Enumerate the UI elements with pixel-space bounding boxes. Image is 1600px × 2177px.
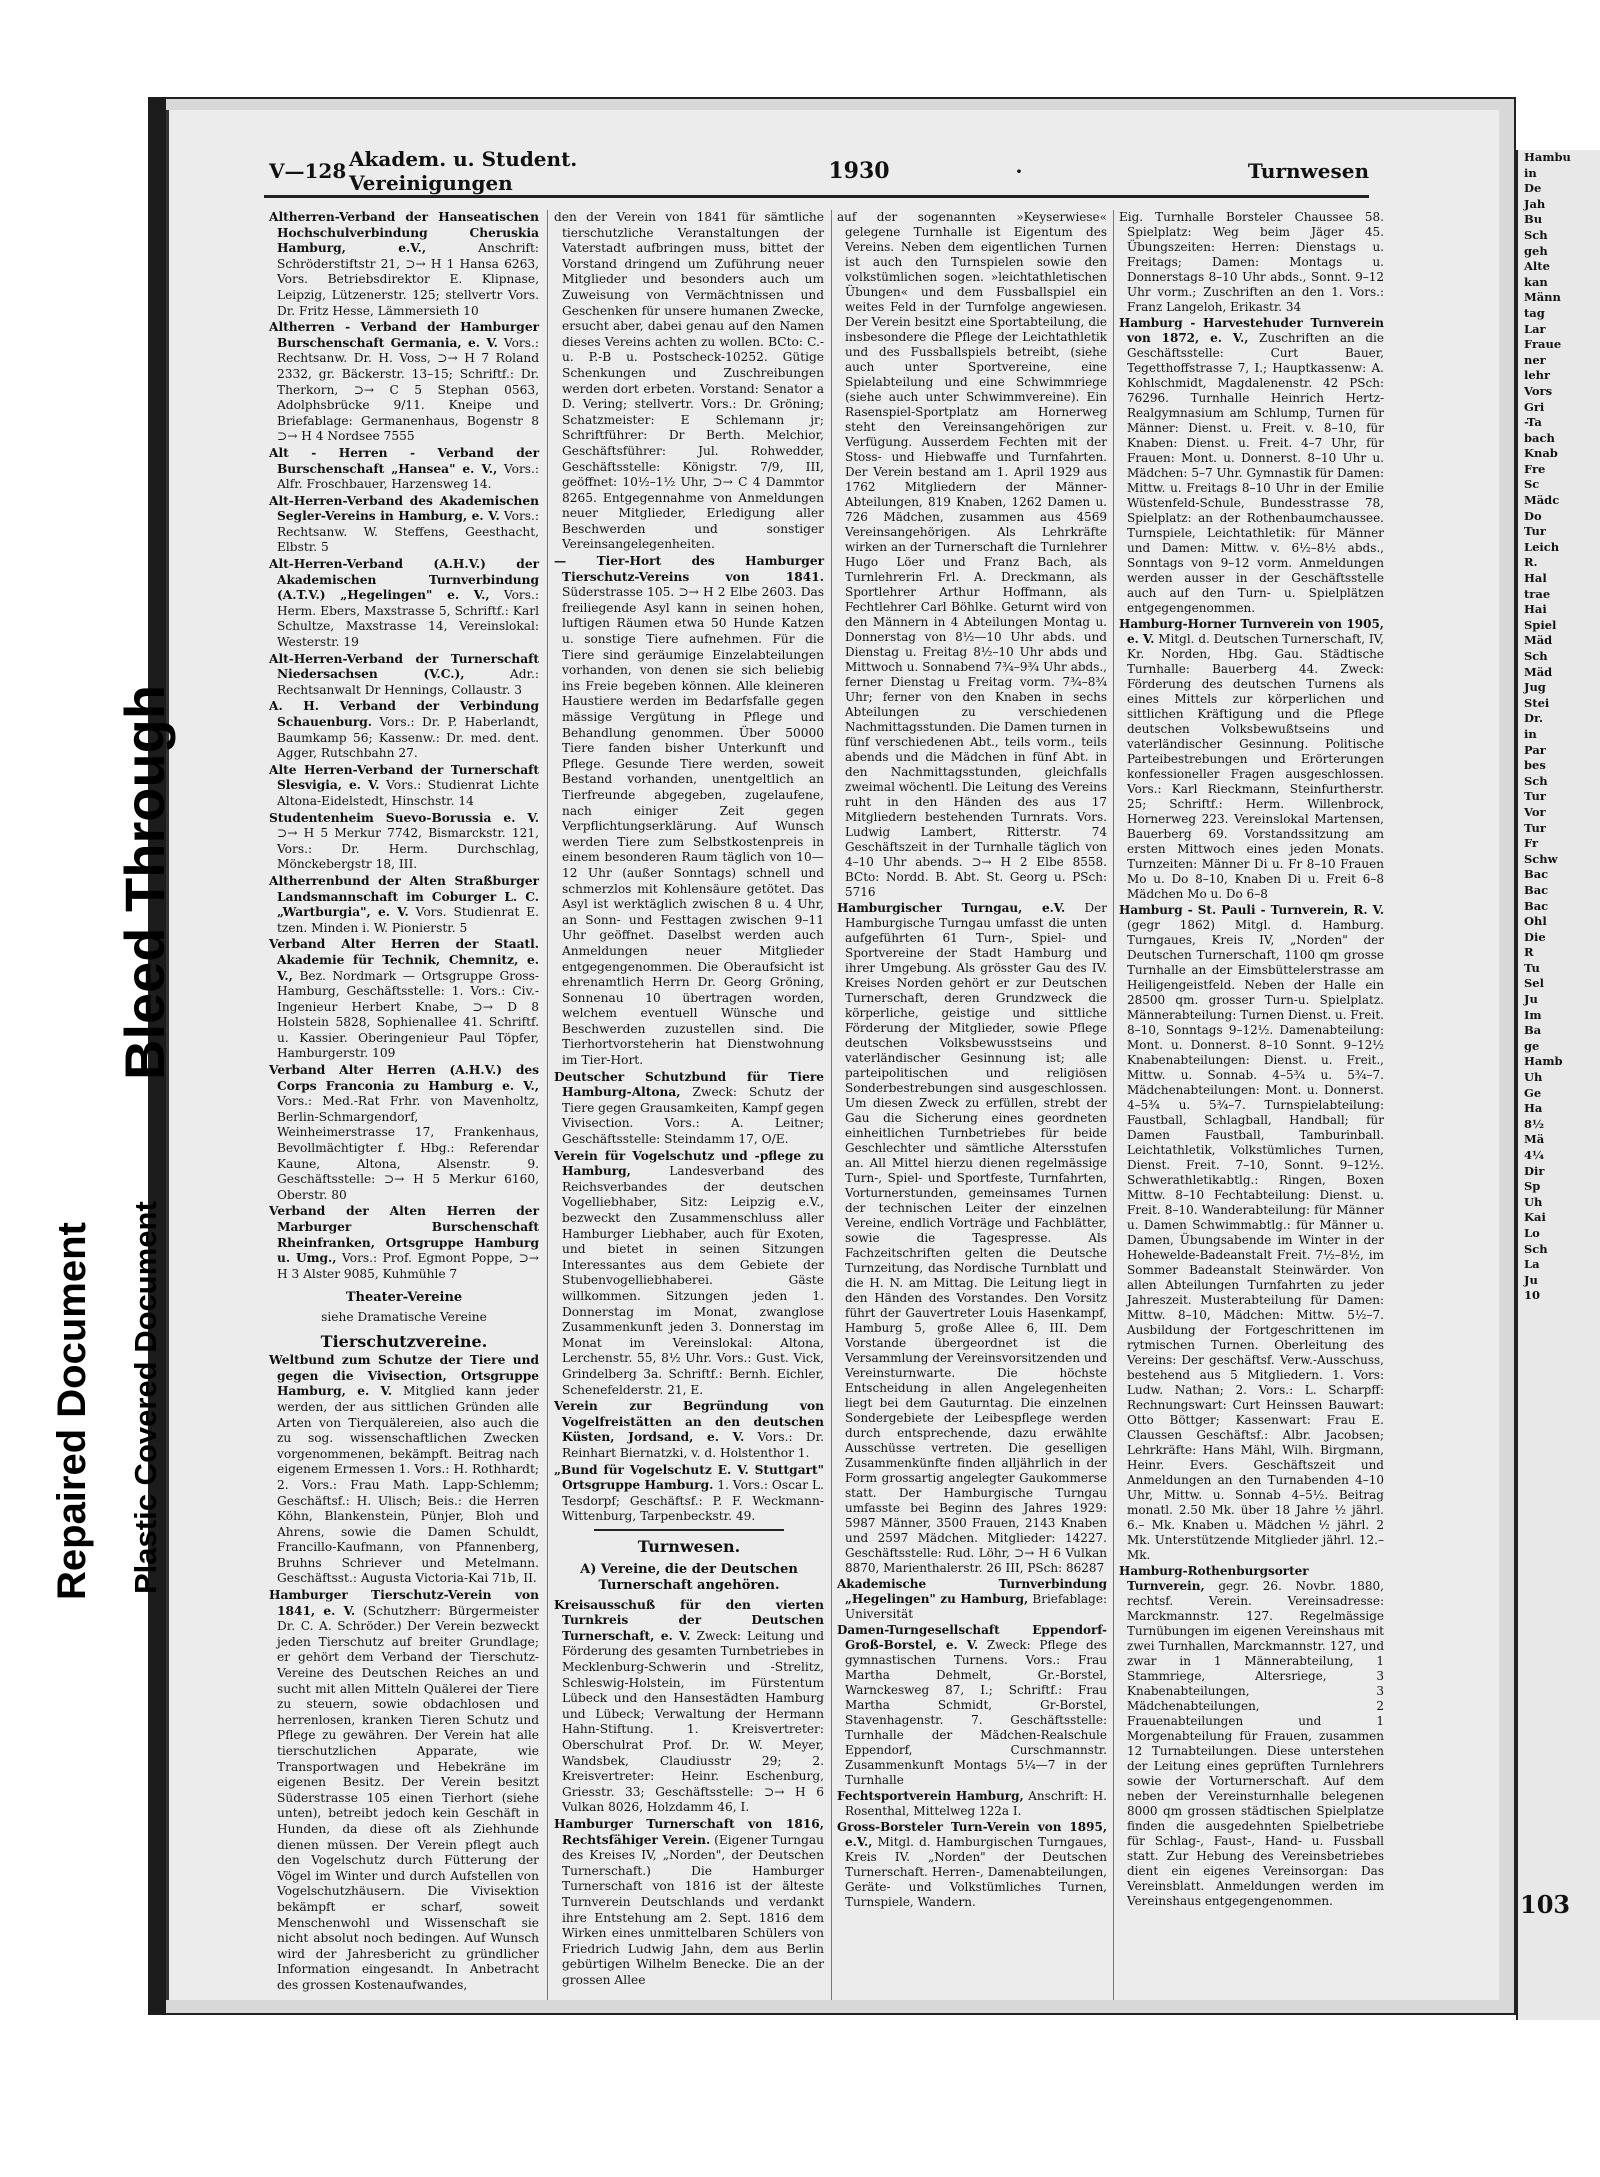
facing-page-fragment: Knab bbox=[1524, 446, 1558, 461]
directory-entry bbox=[269, 937, 539, 1062]
facing-page-fragment: Ge bbox=[1524, 1085, 1542, 1100]
entry-text: Landesverband des Reichsverbandes der deutschen Vogelliebhaber, Sitz: Leipzig e.V., bezweckt den Zusammenschluss aller Hamburger Liebhaber, auch für Exoten, und bietet in seinen Sitzungen Interessantes aus dem Gebiete der Stubenvogelliebhaberei. Gäste willkommen. Sitzungen jeden 1. Donnerstag im Monat, zwanglose Zusammenkunft jeden 3. Donnerstag im Monat im Vereinslokal: Altona, Lerchenstr. 55, 8½ Uhr. Vors.: Gust. Vick, Grindelberg 3a. Schriftf.: Bernh. Eichler, Schenefelderstr. 21, E. bbox=[562, 1164, 824, 1397]
facing-page-fragment: Schw bbox=[1524, 851, 1558, 866]
facing-page-fragment: Tur bbox=[1524, 524, 1546, 539]
entry-text: Zweck: Leitung und Förderung des gesamten Turnbetriebes in Mecklenburg-Schwerin und -Strelitz, Schleswig-Holstein, im Fürstentum Lübeck und den Hansestädten Hamburg und Lübeck; Verwaltung der Hermann Hahn-Stiftung. 1. Kreisvertreter: Oberschulrat Prof. Dr. W. Meyer, Wandsbek, Claudiusstr 29; 2. Kreisvertreter: Heinr. Eschenburg, Griesstr. 33; Geschäftsstelle: ⊃→ H 6 Vulkan 8026, Holzdamm 46, I. bbox=[562, 1628, 825, 1815]
directory-entry bbox=[554, 1463, 824, 1525]
column-divider bbox=[831, 210, 832, 2000]
facing-page-fragment: Mäd bbox=[1524, 633, 1553, 648]
entry-text: Anschrift: H. Rosenthal, Mittelweg 122a I. bbox=[845, 1789, 1107, 1818]
entry-text: Zuschriften an die Geschäftsstelle: Curt Bauer, Tegetthoffstrasse 7, I.; Hauptkassenw: A. Kohlschmidt, Magdalenenstr. 42 PSch: 76296. Turnhalle Heinrich Hertz-Realgymnasium am Schlump, Turnen für Männer: Dienst. u. Freit. v. 8–10, für Knaben: Dienst. u. Freit. 4–7 Uhr, für Frauen: Mont. u. Donnerst. 8–10 Uhr u. Mädchen: 5–7 Uhr. Gymnastik für Damen: Mittw. u. Freitags 8–10 Uhr in der Emilie Wüstenfeld-Schule, Bundesstrasse 78, Spielplatz: an der Rothenbaumchaussee. Turnspiele, Leichtathletik: für Männer und Damen: Mittw. v. 6½–8½ abds., Sonntags von 9–12 vorm. Anmeldungen werden ausser in der Geschäftsstelle auch auf den Turn- u. Spielplätzen entgegengenommen. bbox=[1127, 331, 1384, 615]
entry-title: Verein für Vogelschutz und -pflege zu Hamburg, bbox=[554, 1148, 824, 1179]
directory-entry bbox=[269, 1063, 539, 1203]
section-heading-theater: Theater-Vereine bbox=[345, 1290, 463, 1306]
entry-title: Deutscher Schutzbund für Tiere Hamburg-Altona, bbox=[554, 1069, 824, 1100]
directory-entry bbox=[269, 763, 539, 810]
entry-title: Fechtsportverein Hamburg, bbox=[837, 1789, 1024, 1803]
facing-page-fragment: Sch bbox=[1524, 1241, 1548, 1256]
facing-page-fragment: Vors bbox=[1524, 383, 1553, 398]
facing-page-fragment: Fraue bbox=[1524, 337, 1562, 352]
facing-page-fragment: Stei bbox=[1524, 695, 1550, 710]
facing-page-fragment: Hamb bbox=[1524, 1054, 1563, 1069]
entry-title: Hamburg - Harvestehuder Turnverein von 1872, e. V., bbox=[1119, 316, 1384, 345]
facing-page-fragment: Jah bbox=[1524, 196, 1546, 211]
facing-page-fragment: Ju bbox=[1524, 1272, 1538, 1287]
directory-entry bbox=[269, 652, 539, 699]
entry-title: Hamburg - St. Pauli - Turnverein, R. V. bbox=[1119, 903, 1384, 917]
cross-reference-note: siehe Dramatische Vereine bbox=[321, 1309, 487, 1324]
directory-entry bbox=[1119, 903, 1384, 1563]
entry-text: gegr. 26. Novbr. 1880, rechtsf. Verein. Vereinsadresse: Marckmannstr. 127. Regelmässige Turnübungen im eigenen Vereinshaus mit zwei Turnhallen, Marckmannstr. 127, und zwar in 1 Männerabteilung, 1 Stammriege, Altersriege, 3 Knabenabteilungen, 3 Mädchenabteilungen, 2 Frauenabteilungen und 1 Morgenabteilung für Frauen, zusammen 12 Turnabteilungen. Diese unterstehen der Leitung eines geprüften Turnlehrers sowie der Vorturnerschaft. Auf dem neben der Vereinsturnhalle belegenen 8000 qm grossen städtischen Spielplatze finden die ausgedehnten Spielbetriebe für Schlag-, Faust-, Hand- u. Fussball statt. Zur Hebung des Vereinsbetriebes dient ein eigenes Vereinsorgan: Das Vereinsblatt. Anmeldungen werden im Vereinshaus entgegengenommen. bbox=[1127, 1579, 1384, 1908]
entry-title: Altherren - Verband der Hamburger Burschenschaft Germania, e. V. bbox=[269, 320, 539, 350]
entry-title: Verein zur Begründung von Vogelfreistätten an den deutschen Küsten, Jordsand, e. V. bbox=[554, 1399, 824, 1445]
directory-entry bbox=[269, 210, 539, 319]
facing-page-fragment: Dr. bbox=[1524, 711, 1543, 726]
facing-page-fragment: Ju bbox=[1524, 992, 1538, 1007]
facing-page-fragment: Ba bbox=[1524, 1023, 1542, 1038]
facing-page-fragment: 4¼ bbox=[1524, 1148, 1544, 1162]
entry-text: ⊃→ H 5 Merkur 7742, Bismarckstr. 121, Vors.: Dr. Herm. Durchschlag, Mönckebergstr 18, III. bbox=[277, 826, 539, 872]
directory-entry bbox=[269, 874, 539, 936]
directory-entry bbox=[837, 210, 1107, 900]
facing-page-fragment: Hambu bbox=[1524, 150, 1571, 164]
directory-entry bbox=[269, 811, 539, 873]
facing-page-fragment: Uh bbox=[1524, 1070, 1543, 1085]
facing-page-fragment: Vor bbox=[1524, 804, 1546, 819]
directory-entry bbox=[554, 1149, 824, 1399]
column-2 bbox=[554, 210, 824, 1990]
entry-text: (Schutzherr: Bürgermeister Dr. C. A. Schröder.) Der Verein bezweckt jeden Tierschutz auf breiter Grundlage; er gehört dem Verband der Tierschutz-Vereine des Deutschen Reiches an und sucht mit allen Mitteln Quälerei der Tiere zu steuern, sowie obdachlosen und herrenlosen, kranken Tieren Schutz und Pflege zu gewähren. Der Verein hat alle tierschutzlichen Apparate, wie Transportwagen und Hebekräne im eigenen Besitz. Der Verein besitzt Süderstrasse 105 einen Tierhort (siehe unten), betreibt jedoch kein Geschäft in Hunden, da diese oft als Ziehhunde dienen müssen. Der Verein pflegt auch den Vogelschutz durch Fütterung der Vögel im Winter und durch Aufstellen von Vogelschutzhäusern. Die Vivisektion bekämpft er scharf, soweit Menschenwohl und Wissenschaft sie nicht absolut noch bedingen. Auf Wunsch wird der Jahresbericht zu gründlicher Information eingesandt. In Anbetracht des grossen Kostenaufwandes, bbox=[277, 1603, 539, 1992]
facing-page-fragment: Bu bbox=[1524, 212, 1543, 227]
facing-page-fragment: Do bbox=[1524, 508, 1542, 523]
section-subheading: A) Vereine, die der Deutschen Turnerschaft angehören. bbox=[580, 1562, 798, 1594]
facing-page-fragment: ner bbox=[1524, 352, 1546, 367]
entry-title: Verband der Alten Herren der Marburger Burschenschaft Rheinfranken, Ortsgruppe Hamburg u. Umg., bbox=[269, 1204, 539, 1266]
entry-text: Briefablage: Universität bbox=[845, 1592, 1107, 1621]
facing-page-fragment: Hai bbox=[1524, 602, 1547, 617]
entry-text: Vors. Studienrat E. tzen. Minden i. W. Pionierstr. 5 bbox=[277, 905, 540, 935]
directory-entry bbox=[837, 1789, 1107, 1819]
entry-text: Vors.: Dr. Reinhart Biernatzki, v. d. Holstenthor 1. bbox=[562, 1430, 824, 1460]
facing-page-fragment: Die bbox=[1524, 929, 1546, 944]
facing-page-fragment: Gri bbox=[1524, 399, 1545, 414]
entry-title: Alt-Herren-Verband der Turnerschaft Niedersachsen (V.C.), bbox=[269, 651, 539, 682]
facing-page-fragment: Tur bbox=[1524, 789, 1546, 804]
facing-page-fragment: Leich bbox=[1524, 539, 1560, 554]
facing-page-fragment: Hal bbox=[1524, 571, 1547, 586]
facing-page-fragment: Sch bbox=[1524, 649, 1548, 663]
directory-entry bbox=[269, 557, 539, 651]
page-number: 103 bbox=[1520, 1890, 1571, 1919]
year: 1930 bbox=[828, 158, 890, 184]
facing-page-fragment: Sp bbox=[1524, 1179, 1541, 1194]
entry-text: (Eigener Turngau des Kreises IV, „Norden", der Deutschen Turnerschaft.) Die Hamburger Turnerschaft von 1816 ist der älteste Turnverein Deutschlands und verdankt ihre Entstehung am 2. Sept. 1816 dem Wirken eines unmittelbaren Schülers von Friedrich Ludwig Jahn, dem aus Berlin gebürtigen Wilhelm Benecke. Die an der grossen Allee bbox=[562, 1832, 825, 1987]
facing-page-fragment: Dir bbox=[1524, 1163, 1545, 1178]
facing-page-fragment: Alte bbox=[1524, 259, 1550, 274]
column-3 bbox=[837, 210, 1107, 1911]
section-rule bbox=[594, 1529, 784, 1531]
facing-page-fragment: 8½ bbox=[1524, 1116, 1544, 1131]
facing-page-fragment: R. bbox=[1524, 555, 1538, 570]
directory-entry bbox=[554, 1598, 824, 1816]
directory-entry bbox=[554, 1817, 824, 1989]
entry-title: Studentenheim Suevo-Borussia e. V. bbox=[269, 810, 539, 825]
plastic-covered-label: Plastic Covered Document bbox=[128, 1201, 163, 1594]
facing-page-fragment: ge bbox=[1524, 1038, 1540, 1053]
facing-page-fragment: La bbox=[1524, 1257, 1540, 1272]
entry-text: Mitglied kann jeder werden, der aus sittlichen Gründen alle Arten von Tierquälereien, also auch die zu sog. wissenschaftlichen Zwecken vorgenommenen, bekämpft. Beitrag nach eigenem Ermessen 1. Vors.: H. Rothhardt; 2. Vors.: Frau Math. Lapp-Schlemm; Geschäftsf.: H. Ulisch; Beis.: die Herren Köhn, Blankenstein, Pünjer, Bloh und Ahrens, sowie die Damen Schuldt, Francillo-Kaufmann, von Pfannenberg, Bruhns Schriever und Metelmann. Geschäftsst.: Augusta Victoria-Kai 71b, II. bbox=[277, 1384, 539, 1586]
facing-page-fragment: Mäd bbox=[1524, 664, 1553, 679]
facing-page-fragment: in bbox=[1524, 726, 1537, 741]
directory-entry bbox=[1119, 1564, 1384, 1909]
facing-page-fragment: Mädc bbox=[1524, 493, 1560, 508]
entry-title: „Bund für Vogelschutz E. V. Stuttgart" Ortsgruppe Hamburg. bbox=[554, 1462, 824, 1493]
facing-page-fragment: Mä bbox=[1524, 1132, 1545, 1147]
page-code: V—128 bbox=[269, 159, 347, 183]
facing-page-fragment: Bac bbox=[1524, 867, 1549, 882]
directory-entry bbox=[269, 494, 539, 556]
directory-entry bbox=[837, 1577, 1107, 1622]
directory-entry bbox=[269, 1353, 539, 1587]
entry-text: Mitgl. d. Deutschen Turnerschaft, IV, Kr. Norden, Hbg. Gau. Städtische Turnhalle: Bauerberg 44. Zweck: Förderung des deutschen Turnens als eines Mittels zur körperlichen und sittlichen Kräftigung und die Pflege deutschen Volksbewußtseins und vaterländischer Gesinnung. Politische Parteibestrebungen und Erörterungen konfessioneller Fragen ausgeschlossen. Vors.: Karl Rieckmann, Steinfurtherstr. 25; Schriftf.: Herm. Willenbrock, Hornerweg 223. Vereinslokal Martensen, Bauerberg 69. Vorstandssitzung am ersten Mittwoch eines jeden Monats. Turnzeiten: Männer Di u. Fr 8–10 Frauen Mo u. Do 8–10, Knaben Di u. Freit 6–8 Mädchen Mo u. Do 6–8 bbox=[1127, 632, 1384, 901]
topic-title: Turnwesen bbox=[1247, 159, 1369, 183]
column-divider bbox=[1113, 210, 1114, 2000]
entry-title: Altherren-Verband der Hanseatischen Hochschulverbindung Cheruskia Hamburg, e.V., bbox=[269, 210, 539, 256]
directory-entry bbox=[554, 210, 824, 553]
entry-title: A. H. Verband der Verbindung Schauenburg. bbox=[269, 699, 539, 729]
entry-title: Damen-Turngesellschaft Eppendorf-Groß-Borstel, e. V. bbox=[837, 1623, 1107, 1652]
entry-text: Vors.: Rechtsanw. W. Steffens, Geesthacht, Elbstr. 5 bbox=[277, 509, 540, 555]
facing-page-fragment: -Ta bbox=[1524, 415, 1542, 430]
bleed-through-label: Bleed Through bbox=[113, 684, 176, 1080]
entry-text: Vors.: Alfr. Froschbauer, Harzensweg 14. bbox=[277, 461, 540, 492]
facing-page-fragment: Ohl bbox=[1524, 914, 1547, 929]
facing-page-fragment: lehr bbox=[1524, 368, 1551, 383]
entry-text: den der Verein von 1841 für sämtliche tierschutzliche Veranstaltungen der Vaterstadt aufbringen muss, bittet der Vorstand dringend um Zuführung neuer Mitglieder und besonders auch um Zuweisung von Vermächtnissen und Geschenken für unsere humanen Zwecke, ersucht aber, dabei genau auf den Namen dieses Vereins achten zu wollen. BCto: C.-u. P.-B u. Postscheck-10252. Gütige Schenkungen und Zuschreibungen werden dort erbeten. Vorstand: Senator a D. Vering; stellvertr. Vors.: Dr. Gröning; Schatzmeister: E Schlemann jr; Schriftführer: Dr Berth. Melchior, Geschäftsführer: Jul. Rohwedder, Geschäftsstelle: Königstr. 7/9, III, geöffnet: 10½–1½ Uhr, ⊃→ C 4 Dammtor 8265. Entgegennahme von Anmeldungen neuer Mitglieder, Erledigung aller Beschwerden und sonstiger Vereinsangelegenheiten. bbox=[554, 210, 824, 552]
section-heading-tierschutz: Tierschutzvereine. bbox=[320, 1331, 488, 1351]
facing-page-fragment: Sch bbox=[1524, 227, 1548, 242]
header-rule bbox=[264, 195, 1369, 198]
facing-page-fragment: Sel bbox=[1524, 976, 1544, 991]
entry-text: Vors.: Dr. P. Haberlandt, Baumkamp 56; Kassenw.: Dr. med. dent. Agger, Rutschbahn 27. bbox=[277, 715, 540, 761]
directory-entry bbox=[554, 1399, 824, 1461]
column-1 bbox=[269, 210, 539, 1995]
entry-text: Mitgl. d. Hamburgischen Turngaues, Kreis IV. „Norden" der Deutschen Turnerschaft. Herren-, Damenabteilungen, Geräte- und Volkstümliches Turnen, Turnspiele, Wandern. bbox=[845, 1835, 1107, 1909]
entry-title: — Tier-Hort des Hamburger Tierschutz-Vereins von 1841. bbox=[554, 554, 824, 584]
page-header bbox=[269, 147, 1369, 195]
facing-page-fragment: bach bbox=[1524, 430, 1555, 445]
facing-page-fragment: Bac bbox=[1524, 898, 1549, 913]
facing-page-fragment: De bbox=[1524, 181, 1542, 196]
entry-title: Alt - Herren - Verband der Burschenschaft „Hansea" e. V., bbox=[269, 445, 539, 476]
facing-page-fragment: Jug bbox=[1524, 680, 1546, 695]
facing-page-fragment: Ha bbox=[1524, 1101, 1543, 1116]
entry-text: Vors.: Med.-Rat Frhr. von Mavenholtz, Berlin-Schmargendorf, Weinheimerstrasse 17, Frankenhaus, Bevollmächtigter f. Hbg.: Referendar Kaune, Altona, Alsenstr. 9. Geschäftsstelle: ⊃→ H 5 Merkur 6160, Oberstr. 80 bbox=[277, 1094, 539, 1202]
entry-text: Süderstrasse 105. ⊃→ H 2 Elbe 2603. Das freiliegende Asyl kann in seinen hohen, luftigen Räumen etwa 50 Hunde Katzen u. sonstige Tiere aufnehmen. Für die Tiere sind geräumige Einzelabteilungen vorhanden, von denen sie sich beliebig ins Freie begeben können. Alle kleineren Haustiere werden im Bedarfsfalle gegen mässige Vergütung in Pflege und Behandlung genommen. Über 50000 Tiere fanden bisher Unterkunft und Pflege. Gesunde Tiere werden, soweit Bestand vorhanden, unentgeltlich an Tierfreunde abgegeben, zugelaufene, nach einiger Zeit gegen Verpflichtungserklärung. Auf Wunsch werden Tiere zum Selbstkostenpreis in einem besonderen Raum täglich von 10—12 Uhr (außer Sonntags) schnell und schmerzlos mit Kohlensäure getötet. Das Asyl ist werktäglich zwischen 8 u. 4 Uhr, an Sonn- und Festtagen zwischen 9–11 Uhr geöffnet. Daselbst werden auch Anmeldungen neuer Mitglieder entgegengenommen. Die Oberaufsicht ist ehrenamtlich Herrn Dr. Georg Gröning, Sonnenau 10 übertragen worden, welchem eventuell Wünsche und Beschwerden zuzustellen sind. Die Tierhortvorsteherin hat Dienstwohnung im Tier-Hort. bbox=[562, 585, 824, 1068]
facing-page-fragment: Tur bbox=[1524, 820, 1546, 835]
facing-page-fragment: Bac bbox=[1524, 882, 1549, 897]
facing-page-fragment: in bbox=[1524, 165, 1537, 180]
facing-page-fragment: Kai bbox=[1524, 1210, 1546, 1225]
entry-title: Altherrenbund der Alten Straßburger Landsmannschaft im Coburger L. C. „Wartburgia", e. V. bbox=[269, 873, 539, 920]
entry-text: Eig. Turnhalle Borsteler Chaussee 58. Spielplatz: Weg beim Jäger 45. Übungszeiten: Herren: Dienstags u. Freitags; Damen: Montags u. Donnerstags 8–10 Uhr abds., Sonnt. 9–12 Uhr vorm.; Zuschriften an den 1. Vors.: Franz Langeloh, Erikastr. 34 bbox=[1119, 210, 1384, 314]
header-dot: · bbox=[1015, 159, 1023, 183]
directory-entry bbox=[269, 320, 539, 445]
facing-page-fragment: Spiel bbox=[1524, 617, 1557, 632]
facing-page-fragment: trae bbox=[1524, 586, 1551, 601]
column-4 bbox=[1119, 210, 1384, 1910]
entry-text: Anschrift: Schröderstiftstr 21, ⊃→ H 1 Hansa 6263, Vors. Betriebsdirektor E. Klipnase, Leipzig, Lützenerstr. 125; stellvertr Vors. Dr. Fritz Hesse, Lämmersieth 10 bbox=[277, 241, 539, 318]
entry-text: Vors.: Prof. Egmont Poppe, ⊃→ H 3 Alster 9085, Kuhmühle 7 bbox=[277, 1251, 539, 1281]
entry-text: Vors.: Studienrat Lichte Altona-Eidelstedt, Hinschstr. 14 bbox=[277, 778, 540, 808]
entry-text: Adr.: Rechtsanwalt Dr Hennings, Collaustr. 3 bbox=[277, 667, 539, 697]
directory-entry bbox=[269, 1588, 539, 1993]
facing-page-fragment: Sc bbox=[1524, 477, 1540, 492]
facing-page-edge bbox=[1516, 150, 1600, 2020]
column-divider bbox=[547, 210, 548, 2000]
entry-text: Zweck: Pflege des gymnastischen Turnens. Vors.: Frau Martha Dehmelt, Gr.-Borstel, Warnckesweg 87, I.; Schriftf.: Frau Martha Schmidt, Gr-Borstel, Stavenhagenstr. 7. Geschäftsstelle: Turnhalle der Mädchen-Realschule Eppendorf, Curschmannstr. Zusammenkunft Montags 5¼—7 in der Turnhalle bbox=[845, 1638, 1107, 1787]
entry-title: Alte Herren-Verband der Turnerschaft Slesvigia, e. V. bbox=[269, 762, 539, 793]
facing-page-fragment: Par bbox=[1524, 742, 1546, 757]
entry-title: Kreisausschuß für den vierten Turnkreis der Deutschen Turnerschaft, e. V. bbox=[554, 1597, 824, 1643]
facing-page-fragment: kan bbox=[1524, 274, 1548, 289]
entry-text: Bez. Nordmark — Ortsgruppe Gross-Hamburg, Geschäftsstelle: 1. Vors.: Civ.-Ingenieur Herbert Knabe, ⊃→ D 8 Holstein 5828, Sophienallee 41. Schriftf. u. Kassier. Oberingenieur Paul Töpfer, Hamburgerstr. 109 bbox=[277, 968, 539, 1061]
directory-entry bbox=[837, 1623, 1107, 1788]
entry-text: Der Hamburgische Turngau umfasst die unten aufgeführten 61 Turn-, Spiel- und Sportvereine der Stadt Hamburg und ihrer Umgebung. Als grösster Gau des IV. Kreises Norden gehört er zur Deutschen Turnerschaft, deren Grundzweck die körperliche, geistige und sittliche Förderung der Mitglieder, sowie Pflege deutschen Volksbewusstseins und vaterländischer Gesinnung ist; alle parteipolitischen und religiösen Sonderbestrebungen sind ausgeschlossen. Um diesen Zweck zu erfüllen, strebt der Gau die Sicherung eines geordneten einheitlichen Turnbetriebes für beide Geschlechter und sämtliche Altersstufen an. All Mittel hierzu dienen regelmässige Turn-, Spiel- und Sportfeste, Turnfahrten, Vorturnerstunden, gemeinsames Turnen der technischen Leiter der einzelnen Vereine, endlich Vorträge und Fachblätter, sowie die Tagespresse. Als Fachzeitschriften gelten die Deutsche Turnzeitung, das Nordische Turnblatt und die H. N. am Mittag. Die Leitung liegt in den Händen des Vorstandes. Den Vorsitz führt der Gauvertreter Louis Hasenkampf, Hamburg 5, große Allee 6, III. Dem Vorstande übergeordnet ist die Versammlung der Vereinsvorsitzenden und Vereinsturnwarte. Die höchste Entscheidung in allen Angelegenheiten liegt bei dem Gauturntag. Die einzelnen Sondergebiete der Leibespflege werden durch entsprechende, dazu erwählte Ausschüsse vertreten. Die geselligen Zusammenkünfte finden alljährlich in der Form grossartig angelegter Gaukommerse statt. Der Hamburgische Turngau umfasste bei Beginn des Jahres 1929: 5987 Männer, 3500 Frauen, 2143 Knaben und 2597 Mädchen. Mitglieder: 14227. Geschäftsstelle: Rud. Löhr, ⊃→ H 6 Vulkan 8870, Marienthalerstr. 26 III, PSch: 86287 bbox=[845, 901, 1108, 1575]
entry-title: Verband Alter Herren (A.H.V.) des Corps Franconia zu Hamburg e. V., bbox=[269, 1063, 539, 1093]
directory-entry bbox=[1119, 316, 1384, 616]
entry-title: Hamburger Tierschutz-Verein von 1841, e. V. bbox=[269, 1588, 539, 1618]
facing-page-fragment: Lo bbox=[1524, 1225, 1540, 1240]
entry-title: Hamburg-Horner Turnverein von 1905, e. V. bbox=[1119, 617, 1384, 646]
facing-page-fragment: bes bbox=[1524, 758, 1546, 773]
directory-entry bbox=[837, 1820, 1107, 1910]
entry-text: (gegr 1862) Mitgl. d. Hamburg. Turngaues, Kreis IV, „Norden" der Deutschen Turnerschaft, 1100 qm grosse Turnhalle an der Eimsbüttelerstrasse am Heiligengeistfeld. Neben der Halle ein 28500 qm. grosser Turn-u. Spielplatz. Männerabteilung: Turnen Dienst. u. Freit. 8–10, Sonntags 9–12½. Damenabteilung: Mont. u. Donnerst. 8–10 Sonnt. 9–12½ Knabenabteilungen: Dienst. u. Freit., Mittw. u. Sonnab. 4–5¾ u. 5¾–7. Mädchenabteilungen: Mont. u. Donnerst. 4–5¾ u. 5¾–7. Turnspielabteilung: Faustball, Schlagball, Handball; für Damen Faustball, Tamburinball. Leichtathletik, Volkstümliches Turnen, Dienst. Freit. 7–10, Sonnt. 9–12½. Schwerathletikabtlg.: Ringen, Boxen Mittw. 8–10 Fechtabteilung: Dienst. u. Freit. 8–10. Wanderabteilung: für Männer u. Damen Schwimmabtlg.: für Männer u. Damen, Übungsabende im Winter in der Hohewelde-Badeanstalt Freit. 7½–8½, im Sommer Badeanstalt Steinwärder. Von allen Abteilungen Turnfahrten zu jeder Jahreszeit. Musterabteilung für Damen: Mittw. 8–10, Mädchen: Mittw. 5½–7. Ausbildung der Fortgeschrittenen im rytmischen Turnen. Oberleitung des Vereins: Der geschäftsf. Verw.-Ausschuss, bestehend aus 5 Mitgliedern. 1. Vors: Ludw. Nathan; 2. Vors.: L. Scharpff: Rechnungswart: Curt Heinssen Bauwart: Otto Böttger; Kassenwart: Frau E. Claussen Geschäftsf.: Albr. Jacobsen; Lehrkräfte: Hans Mähl, Wilh. Birgmann, Heinr. Evers. Geschäftszeit und Anmeldungen an den Turnabenden 4–10 Uhr, Mittw. u. Sonnab 4–5½. Beitrag monatl. 2.50 Mk. über 18 Jahre ½ jährl. 6.– Mk. Knaben u. Mädchen ½ jährl. 2 Mk. Unterstützende Mitglieder jährl. 12.– Mk. bbox=[1127, 918, 1384, 1562]
entry-text: 1. Vors.: Oscar L. Tesdorpf; Geschäftsf.: P. F. Weckmann-Wittenburg, Tarpenbeckstr. 49. bbox=[562, 1478, 825, 1524]
facing-page-fragment: Uh bbox=[1524, 1194, 1543, 1209]
entry-title: Alt-Herren-Verband des Akademischen Segler-Vereins in Hamburg, e. V. bbox=[269, 493, 539, 524]
entry-title: Hamburgischer Turngau, e.V. bbox=[837, 901, 1066, 915]
facing-page-fragment: Männ bbox=[1524, 290, 1561, 305]
directory-entry bbox=[269, 446, 539, 493]
facing-page-fragment: R bbox=[1524, 945, 1534, 960]
facing-page-fragment: Im bbox=[1524, 1007, 1542, 1022]
section-title: Akadem. u. Student. Vereinigungen bbox=[349, 147, 578, 195]
facing-page-fragment: Sch bbox=[1524, 773, 1548, 788]
directory-entry bbox=[269, 1204, 539, 1282]
newspaper-page bbox=[166, 110, 1499, 2000]
directory-entry bbox=[269, 699, 539, 761]
facing-page-fragment: tag bbox=[1524, 305, 1545, 320]
entry-title: Hamburger Turnerschaft von 1816, Rechtsfähiger Verein. bbox=[554, 1816, 824, 1847]
directory-entry bbox=[837, 901, 1107, 1576]
directory-entry bbox=[1119, 617, 1384, 902]
facing-page-fragment: geh bbox=[1524, 243, 1548, 258]
entry-title: Verband Alter Herren der Staatl. Akademie für Technik, Chemnitz, e. V., bbox=[269, 937, 539, 983]
directory-entry bbox=[1119, 210, 1384, 315]
entry-text: Zweck: Schutz der Tiere gegen Grausamkeiten, Kampf gegen Vivisection. Vors.: A. Leitner; Geschäftsstelle: Steindamm 17, O/E. bbox=[562, 1085, 824, 1147]
directory-entry bbox=[554, 554, 824, 1069]
facing-page-fragment: Fre bbox=[1524, 461, 1546, 476]
directory-entry bbox=[554, 1070, 824, 1148]
entry-title: Weltbund zum Schutze der Tiere und gegen die Vivisection, Ortsgruppe Hamburg, e. V. bbox=[269, 1353, 539, 1399]
entry-text: auf der sogenannten »Keyserwiese« gelegene Turnhalle ist Eigentum des Vereins. Neben dem eigentlichen Turnen ist auch den Turnspielen sowie den volkstümlichen sogen. »leichtathletischen Übungen« und dem Fussballspiel ein weites Feld in der Turnfolge angewiesen. Der Verein besitzt eine Sportabteilung, die insbesondere die Pflege der Leichtathletik und des Fussballspiels betreibt, (siehe auch unter Sportvereine, eine Spielabteilung und eine Schwimmriege (siehe auch unter Schwimmvereine). Ein Rasenspiel-Sportplatz am Hornerweg steht den Vereinsangehörigen zur Verfügung. Ausserdem Fechten mit der Stoss- und Hiebwaffe und Turnfahrten. Der Verein bestand am 1. April 1929 aus 1762 Mitgliedern der Männer-Abteilungen, 819 Knaben, 1262 Damen u. 726 Mädchen, zusammen aus 4569 Vereinsangehörigen. Als Lehrkräfte wirken an der Turnerschaft die Turnlehrer Hugo Löer und Franz Bach, als Turnlehrerin Frl. A. Dreckmann, als Sportlehrer Arthur Hoffmann, als Fechtlehrer Carl Böhlke. Geturnt wird von den Männern in 4 Abteilungen Montag u. Donnerstag von 8½—10 Uhr abds. und Dienstag u. Freitag 8½–10 Uhr abds und Mittwoch u. Sonnabend 7¾–9¾ Uhr abds., ferner Dienstag u Freitag vorm. 7¾–8¾ Uhr; ferner von den Knaben in sechs Abteilungen zu verschiedenen Nachmittagsstunden. Die Damen turnen in fünf verschiedenen Abt., teils vorm., teils abends und die Mädchen in fünf Abt. in den Nachmittagsstunden, gleichfalls zweimal wöchentl. Die Leitung des Vereins ruht in den Händen des aus 17 Mitgliedern bestehenden Turnrats. Vors. Ludwig Lambert, Ritterstr. 74 Geschäftszeit in der Turnhalle täglich von 4–10 Uhr abends. ⊃→ H 2 Elbe 8558. BCto: Nordd. B. Abt. St. Georg u. PSch: 5716 bbox=[837, 210, 1107, 899]
entry-title: Alt-Herren-Verband (A.H.V.) der Akademischen Turnverbindung (A.T.V.) „Hegelingen" e. V., bbox=[269, 557, 539, 603]
entry-title: Hamburg-Rothenburgsorter Turnverein, bbox=[1119, 1564, 1309, 1593]
entry-text: Vors.: Herm. Ebers, Maxstrasse 5, Schriftf.: Karl Schultze, Maxstrasse 14, Vereinslokal: Westerstr. 19 bbox=[277, 588, 539, 650]
section-heading-turnwesen: Turnwesen. bbox=[637, 1536, 741, 1556]
entry-title: Akademische Turnverbindung „Hegelingen" zu Hamburg, bbox=[837, 1577, 1107, 1606]
repaired-document-label: Repaired Document bbox=[50, 1222, 94, 1600]
facing-page-fragment: Lar bbox=[1524, 321, 1546, 336]
facing-page-fragment: Fr bbox=[1524, 836, 1539, 851]
entry-title: Gross-Borsteler Turn-Verein von 1895, e.V., bbox=[837, 1820, 1107, 1849]
facing-page-fragment: 10 bbox=[1524, 1288, 1541, 1303]
facing-page-fragment: Tu bbox=[1524, 960, 1540, 975]
entry-text: Vors.: Rechtsanw. Dr. H. Voss, ⊃→ H 7 Roland 2332, gr. Bäckerstr. 13–15; Schriftf.: Dr. Therkorn, ⊃→ C 5 Stephan 0563, Adolphsbrücke 9/11. Kneipe und Briefablage: Germanenhaus, Bogenstr 8 ⊃→ H 4 Nordsee 7555 bbox=[277, 335, 539, 444]
